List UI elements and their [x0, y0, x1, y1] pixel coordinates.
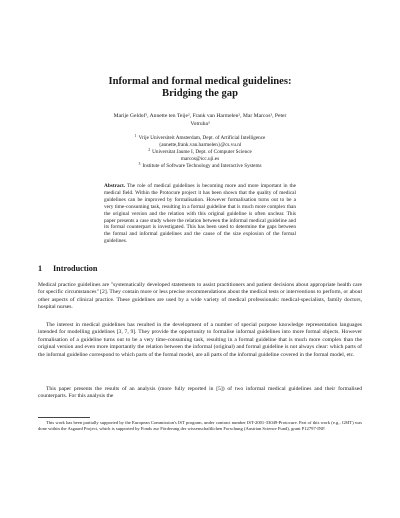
abstract-text: The role of medical guidelines is becoming more and more important in the medical field. Within the Protocure project it has been shown that the quality of medical guidelines can be improved by formalisation. However formalisation turns out to be a very time-consuming task, resulting in a formal guideline that is much more complex than the original version and the relation with this original guideline is often unclear. This paper presents a case study where the relation between the informal medical guideline and its formal counterpart is investigated. This has been used to determine the gaps between the formal and informal guidelines and the cause of the size explosion of the formal guidelines.	[104, 183, 296, 245]
section-heading	[38, 264, 97, 274]
author-list	[78, 113, 322, 128]
author-line-2: Votruba³	[190, 120, 210, 127]
affiliation-3-name: Institute of Software Technology and Interactive Systems	[142, 163, 262, 169]
affiliation-1-line-1	[80, 133, 320, 142]
affiliation-1-marker: 1	[134, 134, 137, 138]
body-paragraph: This paper presents the results of an analysis (more fully reported in [5]) of two informal medical guidelines and their formalised counterparts. For this analysis the	[38, 386, 362, 400]
affiliation-2-email: marcos@icc.uji.es	[180, 155, 220, 162]
affiliation-2-line-1	[80, 147, 320, 156]
affiliation-1-name: Vrije Universiteit Amsterdam, Dept. of Artificial Intelligence	[138, 135, 266, 141]
affiliation-3-marker: 3	[138, 162, 141, 166]
affiliation-2-marker: 2	[148, 148, 151, 152]
affiliation-3	[80, 161, 320, 170]
body-paragraph: The interest in medical guidelines has resulted in the development of a number of special purpose knowledge representation languages intended for modelling guidelines [3, 7, 9]. They provide the opportunity to formalise informal guidelines into more formal objects. However formalisation of a guideline turns out to be a very time-consuming task, resulting in a formal guideline that is much more complex than the original version and even more importantly the relation between the informal (original) and formal guideline is not always clear: which parts of the informal guideline correspond to which parts of the formal model, are all parts of the informal guideline covered in the formal model, etc.	[38, 322, 362, 358]
author-line-1: Marije Geldof¹, Annette ten Teije², Frank van Harmelen², Mar Marcos³, Peter	[113, 113, 287, 119]
footnote-divider	[38, 417, 90, 418]
body-paragraph: Medical practice guidelines are "systematically developed statements to assist practitioners and patient decisions about appropriate health care for specific circumstances" [2]. They contain more or less precise recommendations about the medical tests or interventions to perform, or about other aspects of clinical practice. These guidelines are used by a wide variety of medical professionals: medical-specialists, family doctors, hospital nurses.	[38, 282, 362, 311]
section-number: 1	[38, 264, 43, 273]
abstract-label: Abstract.	[104, 183, 126, 189]
section-title: Introduction	[53, 264, 98, 273]
affiliation-1-email: {annette,frank.van.harmelen}@cs.vu.nl	[158, 141, 242, 148]
abstract	[104, 183, 296, 245]
footnote: This work has been partially supported by the European Commission's IST program, under contract number IST-2001-33049-Protocure. Part of this work (e.g., GMT) was done within the Asgaard Project, which is supported by Fonds zur Förderung der wissenschaftlichen Forschung (Austrian Science Fund), grant P12797-INF.	[38, 420, 362, 431]
affiliation-2-name: Universitat Jaume I, Dept. of Computer Science	[152, 149, 252, 155]
paper-title-line-2: Bridging the gap	[162, 88, 238, 99]
affiliation-3-line-1	[80, 161, 320, 170]
paper-title-line-1: Informal and formal medical guidelines:	[108, 76, 292, 87]
